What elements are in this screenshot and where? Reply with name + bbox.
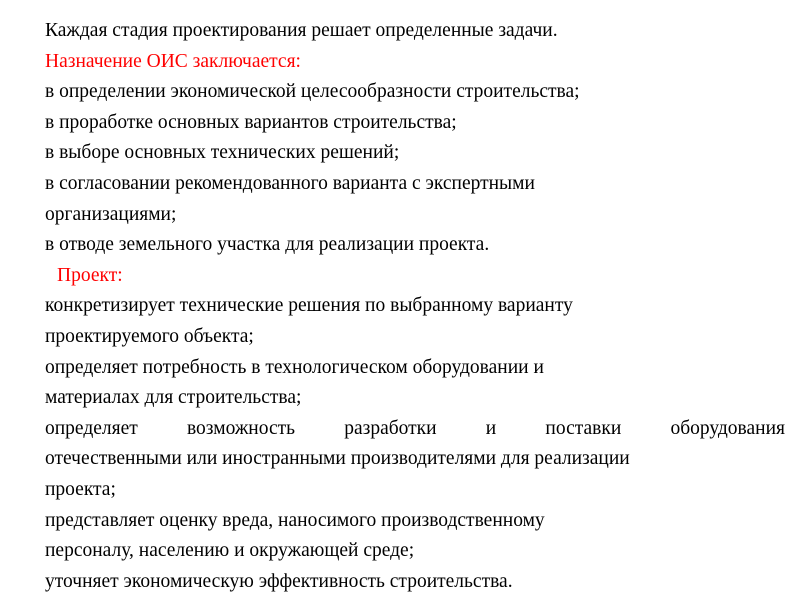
project-item: определяет возможность разработки и поставки оборудования <box>45 417 785 439</box>
ois-item: в выборе основных технических решений; <box>45 142 400 164</box>
ois-item: организациями; <box>45 203 177 225</box>
project-item: отечественными или иностранными производителями для реализации <box>45 448 630 470</box>
slide-content <box>45 16 785 597</box>
project-item: персоналу, населению и окружающей среде; <box>45 540 415 562</box>
ois-heading: Назначение ОИС заключается: <box>45 50 301 72</box>
project-item: определяет потребность в технологическом оборудовании и <box>45 356 544 378</box>
ois-item: в проработке основных вариантов строительства; <box>45 111 457 133</box>
project-item: материалах для строительства; <box>45 387 302 409</box>
project-item: представляет оценку вреда, наносимого производственному <box>45 509 545 531</box>
project-item: уточняет экономическую эффективность строительства. <box>45 570 513 592</box>
ois-item: в отводе земельного участка для реализации проекта. <box>45 234 490 256</box>
intro-text: Каждая стадия проектирования решает определенные задачи. <box>45 20 558 41</box>
ois-item: в согласовании рекомендованного варианта с экспертными <box>45 172 535 194</box>
project-item: конкретизирует технические решения по выбранному варианту <box>45 295 573 317</box>
ois-item: в определении экономической целесообразности строительства; <box>45 81 580 103</box>
project-item: проекта; <box>45 478 116 500</box>
project-item: проектируемого объекта; <box>45 325 254 347</box>
project-heading: Проект: <box>57 264 123 286</box>
